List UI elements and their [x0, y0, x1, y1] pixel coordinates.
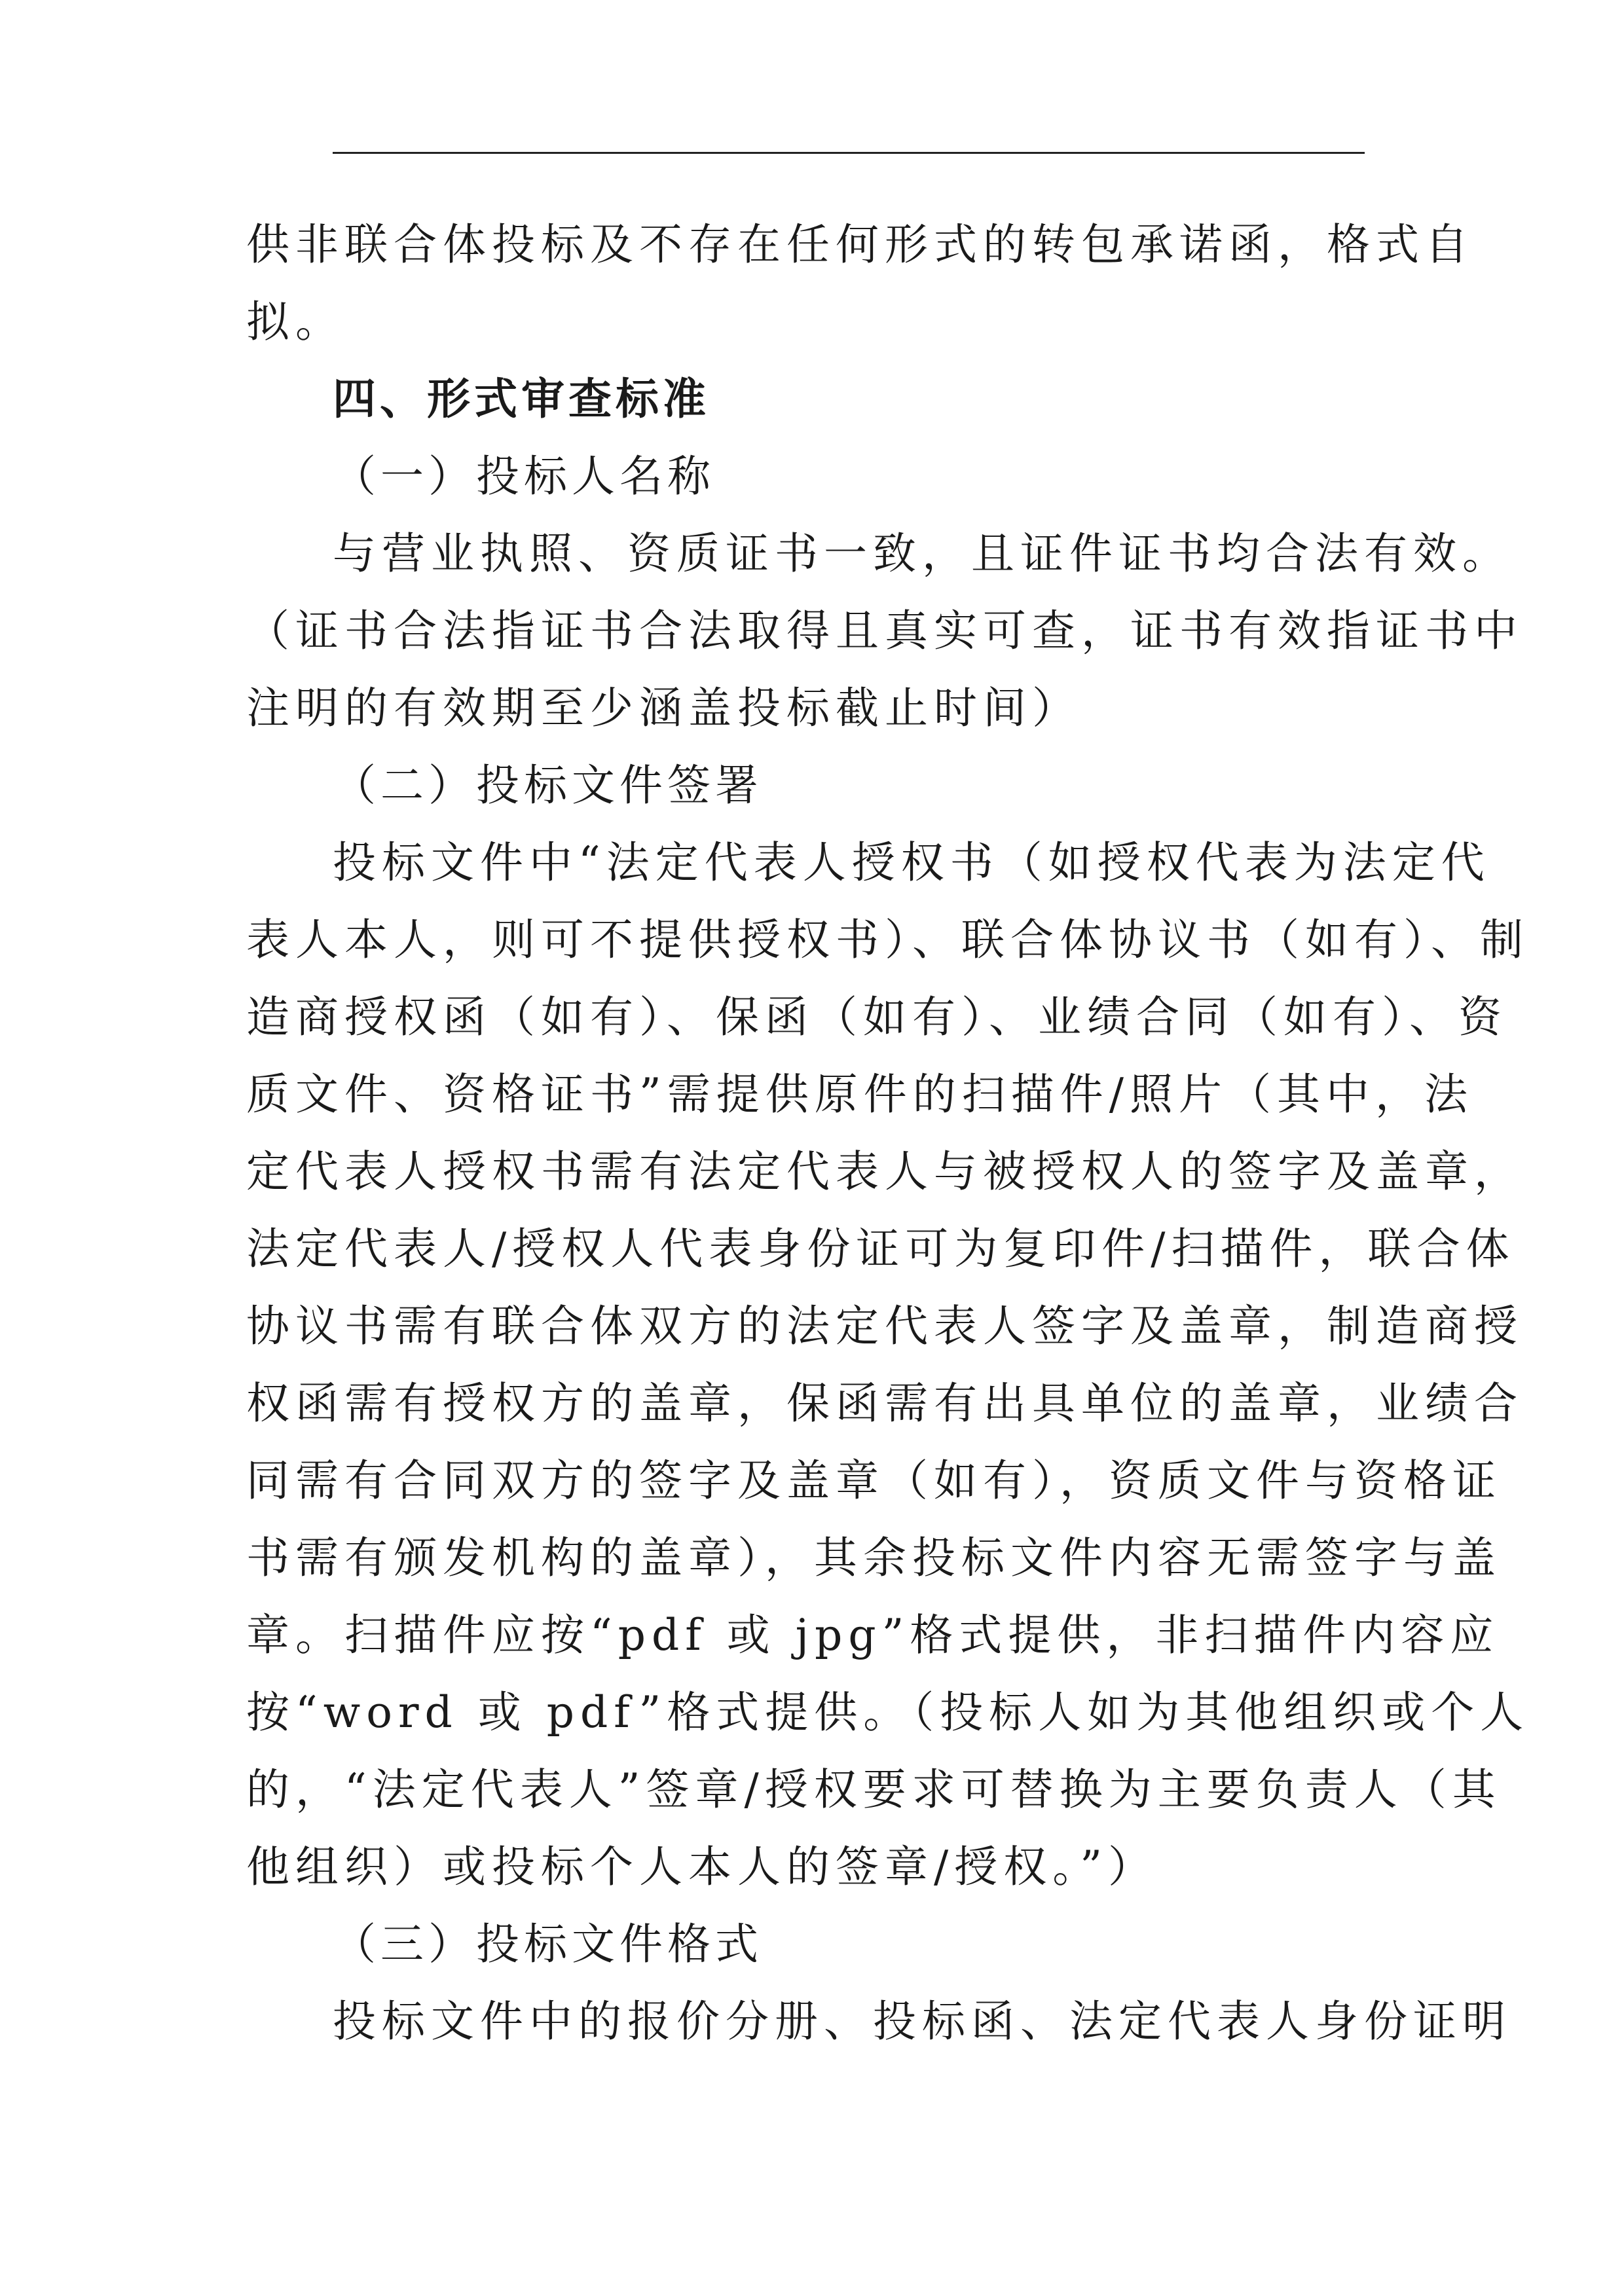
paragraph-line: 与营业执照、资质证书一致，且证件证书均合法有效。 [333, 528, 1511, 579]
paragraph-line: 注明的有效期至少涵盖投标截止时间） [246, 683, 1081, 733]
paragraph-line: 他组织）或投标个人本人的签章/授权。”） [246, 1842, 1157, 1892]
paragraph-line: 法定代表人/授权人代表身份证可为复印件/扫描件，联合体 [246, 1224, 1515, 1274]
paragraph-line: 投标文件中“法定代表人授权书（如授权代表为法定代 [333, 837, 1490, 888]
subsection-heading: （二）投标文件签署 [333, 760, 763, 811]
paragraph-line: （证书合法指证书合法取得且真实可查，证书有效指证书中 [246, 606, 1523, 656]
paragraph-line: 同需有合同双方的签字及盖章（如有），资质文件与资格证 [246, 1455, 1502, 1506]
subsection-heading: （三）投标文件格式 [333, 1919, 763, 1969]
section-heading: 四、形式审查标准 [333, 374, 710, 424]
paragraph-line: 协议书需有联合体双方的法定代表人签字及盖章，制造商授 [246, 1301, 1523, 1351]
paragraph-line: 表人本人，则可不提供授权书）、联合体协议书（如有）、制 [246, 915, 1529, 965]
paragraph-line: 造商授权函（如有）、保函（如有）、业绩合同（如有）、资 [246, 992, 1507, 1042]
paragraph-line: 供非联合体投标及不存在任何形式的转包承诺函，格式自 [246, 219, 1474, 270]
paragraph-line: 质文件、资格证书”需提供原件的扫描件/照片（其中，法 [246, 1069, 1473, 1120]
paragraph-line: 按“word 或 pdf”格式提供。（投标人如为其他组织或个人 [246, 1687, 1530, 1738]
paragraph-line: 章。扫描件应按“pdf 或 jpg”格式提供，非扫描件内容应 [246, 1610, 1500, 1660]
paragraph-line: 拟。 [246, 297, 344, 347]
subsection-heading: （一）投标人名称 [333, 451, 715, 501]
document-body [246, 206, 1530, 2060]
paragraph-line: 的，“法定代表人”签章/授权要求可替换为主要负责人（其 [246, 1764, 1502, 1815]
paragraph-line: 书需有颁发机构的盖章），其余投标文件内容无需签字与盖 [246, 1533, 1502, 1583]
paragraph-line: 权函需有授权方的盖章，保函需有出具单位的盖章，业绩合 [246, 1378, 1523, 1429]
paragraph-line: 投标文件中的报价分册、投标函、法定代表人身份证明 [333, 1996, 1511, 2047]
header-rule [333, 152, 1365, 154]
paragraph-line: 定代表人授权书需有法定代表人与被授权人的签字及盖章， [246, 1146, 1523, 1197]
